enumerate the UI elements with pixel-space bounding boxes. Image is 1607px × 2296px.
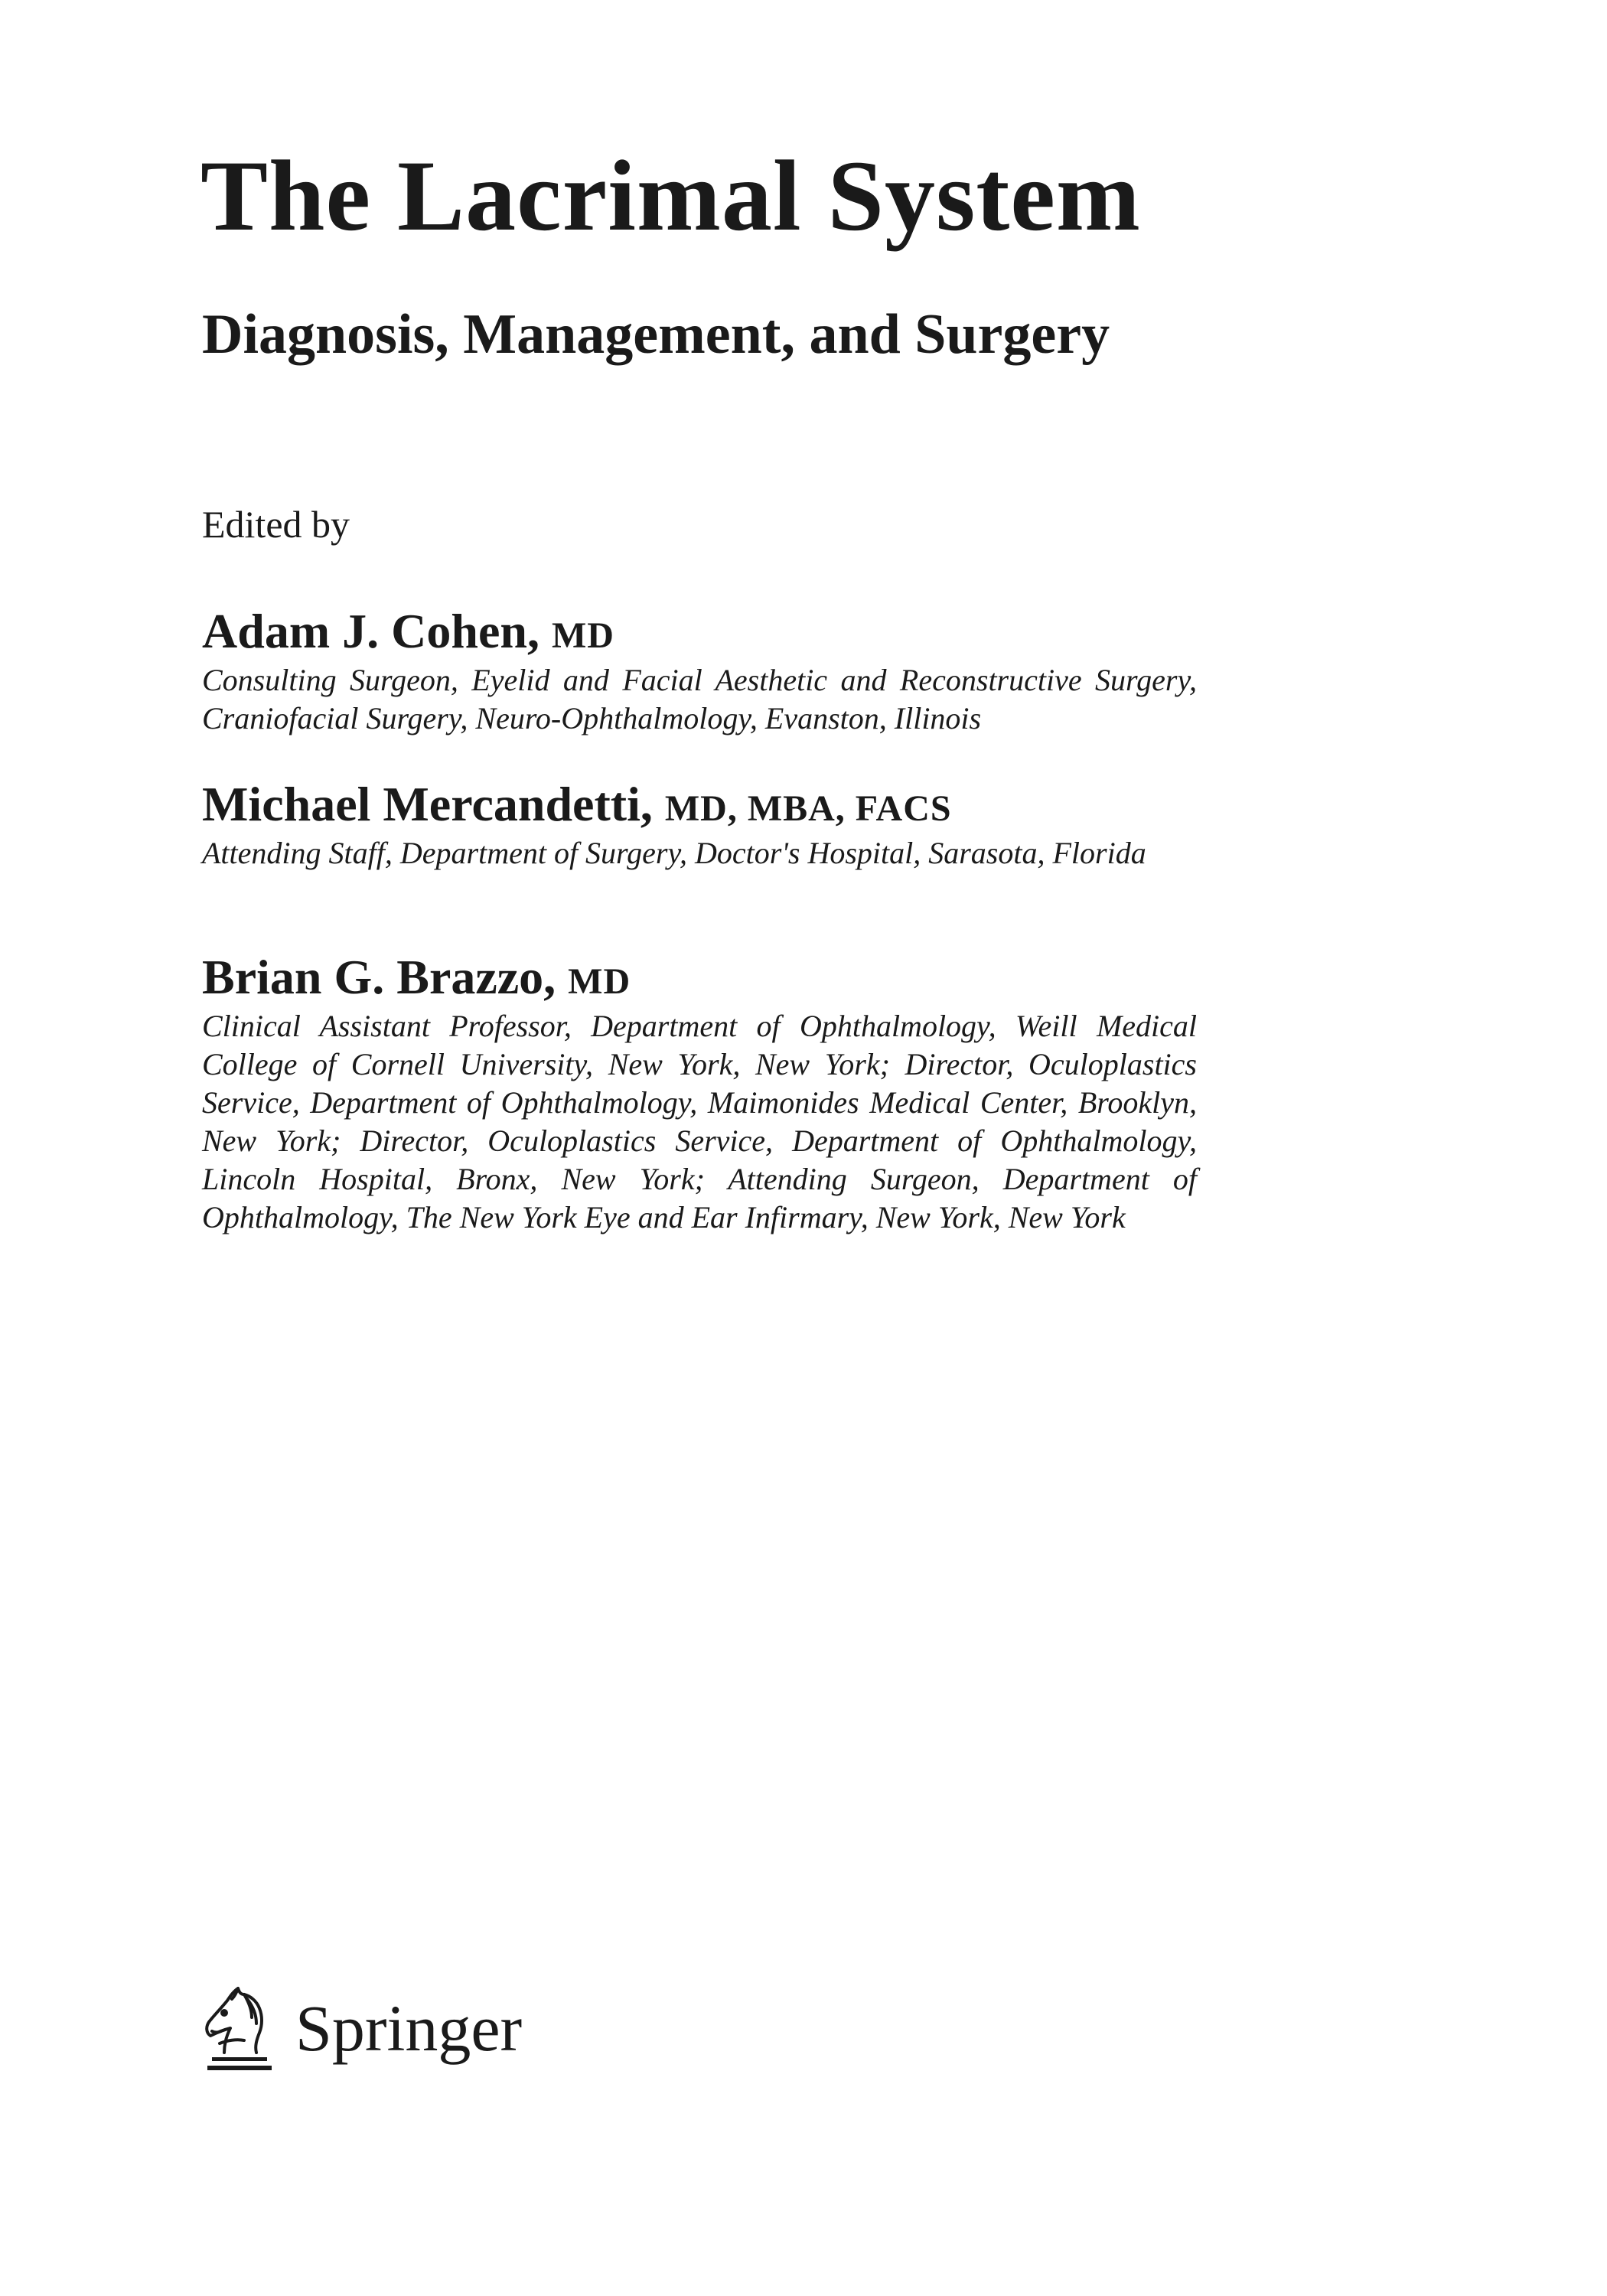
book-subtitle: Diagnosis, Management, and Surgery: [202, 303, 1110, 366]
editor-name-line: [202, 605, 1197, 658]
editor-degree: MD: [568, 961, 631, 1002]
book-title: The Lacrimal System: [200, 139, 1141, 252]
editor-degree: MD, MBA, FACS: [664, 788, 952, 829]
publisher-imprint: [200, 1982, 522, 2074]
editor-name: Michael Mercandetti,: [202, 777, 653, 831]
editor-entry: [202, 951, 1197, 1237]
editor-affiliation: Attending Staff, Department of Surgery, Doctor's Hospital, Sarasota, Florida: [202, 836, 1146, 871]
springer-horse-icon: [200, 1982, 279, 2074]
editor-degree: MD: [551, 615, 614, 656]
edited-by-label: Edited by: [202, 503, 350, 546]
editor-name-line: [202, 951, 1197, 1004]
editor-affiliation: Clinical Assistant Professor, Department of Ophthalmology, Weill Medical College of Cornell University, New York, New York; Director, Oculoplastics Service, Department of Ophthalmology, Maimonides Medical Center, Brooklyn, New York; Director, Oculoplastics Service, Department of Ophthalmology, Lincoln Hospital, Bronx, New York; Attending Surgeon, Department of Ophthalmology, The New York Eye and Ear Infirmary, New York, New York: [202, 1009, 1197, 1235]
editor-name: Adam J. Cohen,: [202, 604, 539, 658]
editor-name: Brian G. Brazzo,: [202, 950, 556, 1004]
editor-entry: [202, 778, 1197, 872]
editor-entry: [202, 605, 1197, 738]
editor-affiliation: Consulting Surgeon, Eyelid and Facial Aesthetic and Reconstructive Surgery, Craniofacial Surgery, Neuro-Ophthalmology, Evanston, Illinois: [202, 663, 1197, 736]
editor-name-line: [202, 778, 1197, 831]
publisher-name: Springer: [295, 1991, 523, 2065]
